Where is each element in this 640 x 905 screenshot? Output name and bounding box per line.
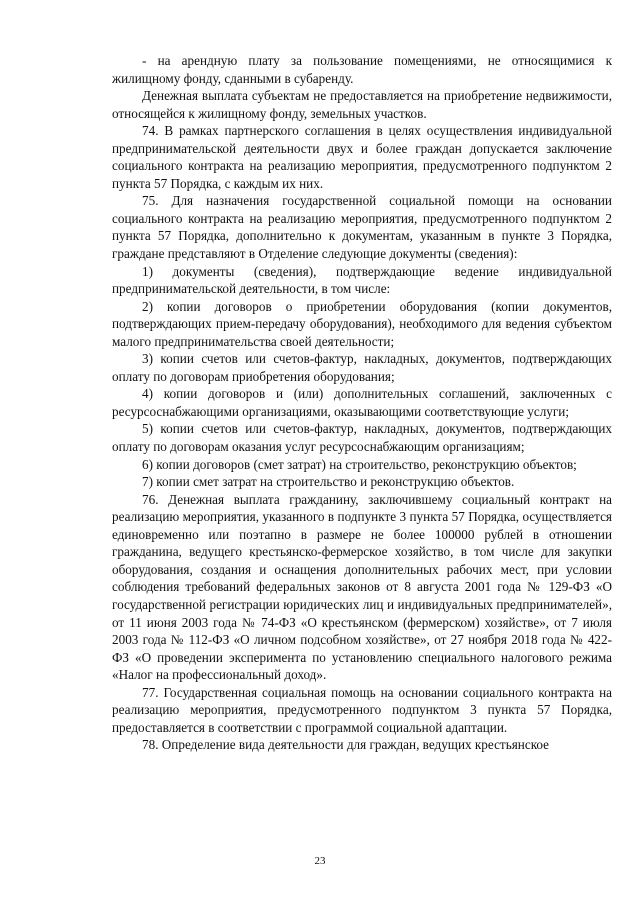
list-item-5: 5) копии счетов или счетов-фактур, накладных, документов, подтверждающих оплату по договорам оказания услуг ресурсоснабжающим организациям;: [112, 421, 612, 455]
list-item-1: 1) документы (сведения), подтверждающие ведение индивидуальной предпринимательской деятельности, в том числе:: [112, 263, 612, 297]
paragraph-no-real-estate: Денежная выплата субъектам не предоставляется на приобретение недвижимости, относящейся к жилищному фонду, земельных участков.: [112, 88, 612, 121]
list-item-2: 2) копии договоров о приобретении оборудования (копии документов, подтверждающих прием-передачу оборудования), необходимого для ведения субъектом малого предпринимательства своей деятельности;: [112, 298, 612, 349]
paragraph-76: 76. Денежная выплата гражданину, заключившему социальный контракт на реализацию мероприятия, указанного в подпункте 3 пункта 57 Порядка, осуществляется единовременно или поэтапно в размере не более 100000 рублей в отношении гражданина, ведущего крестьянско-фермерское хозяйство, в том числе для закупки оборудования, создания и оснащения дополнительных рабочих мест, при условии соблюдения требований федеральных законов от 8 августа 2001 года № 129-ФЗ «О государственной регистрации юридических лиц и индивидуальных предпринимателей», от 11 июня 2003 года № 74-ФЗ «О крестьянском (фермерском) хозяйстве», от 7 июля 2003 года № 112-ФЗ «О личном подсобном хозяйстве», от 27 ноября 2018 года № 422-ФЗ «О проведении эксперимента по установлению специального налогового режима «Налог на профессиональный доход».: [112, 491, 612, 683]
list-item-6: 6) копии договоров (смет затрат) на строительство, реконструкцию объектов;: [142, 456, 577, 472]
list-item-3: 3) копии счетов или счетов-фактур, накладных, документов, подтверждающих оплату по договорам приобретения оборудования;: [112, 351, 612, 384]
list-item-7: 7) копии смет затрат на строительство и реконструкцию объектов.: [142, 474, 515, 490]
document-body: [112, 52, 612, 754]
paragraph-75: 75. Для назначения государственной социальной помощи на основании социального контракта на реализацию мероприятия, предусмотренного подпунктом 2 пункта 57 Порядка, дополнительно к документам, указанным в пункте 3 Порядка, граждане представляют в Отделение следующие документы (сведения):: [112, 193, 612, 262]
paragraph-77: 77. Государственная социальная помощь на основании социального контракта на реализацию мероприятия, предусмотренного подпунктом 3 пункта 57 Порядка, предоставляется в соответствии с программой социальной адаптации.: [112, 684, 612, 735]
paragraph-78: 78. Определение вида деятельности для граждан, ведущих крестьянское: [142, 737, 550, 753]
paragraph-rent-payment: - на арендную плату за пользование помещениями, не относящимися к жилищному фонду, сданными в субаренду.: [112, 53, 612, 86]
page-number: 23: [314, 855, 326, 867]
list-item-4: 4) копии договоров и (или) дополнительных соглашений, заключенных с ресурсоснабжающими организациями, оказывающими соответствующие услуги;: [112, 386, 612, 419]
paragraph-74: 74. В рамках партнерского соглашения в целях осуществления индивидуальной предпринимательской деятельности двух и более граждан допускается заключение социального контракта на реализацию мероприятия, предусмотренного подпунктом 2 пункта 57 Порядка, с каждым их них.: [112, 123, 612, 191]
